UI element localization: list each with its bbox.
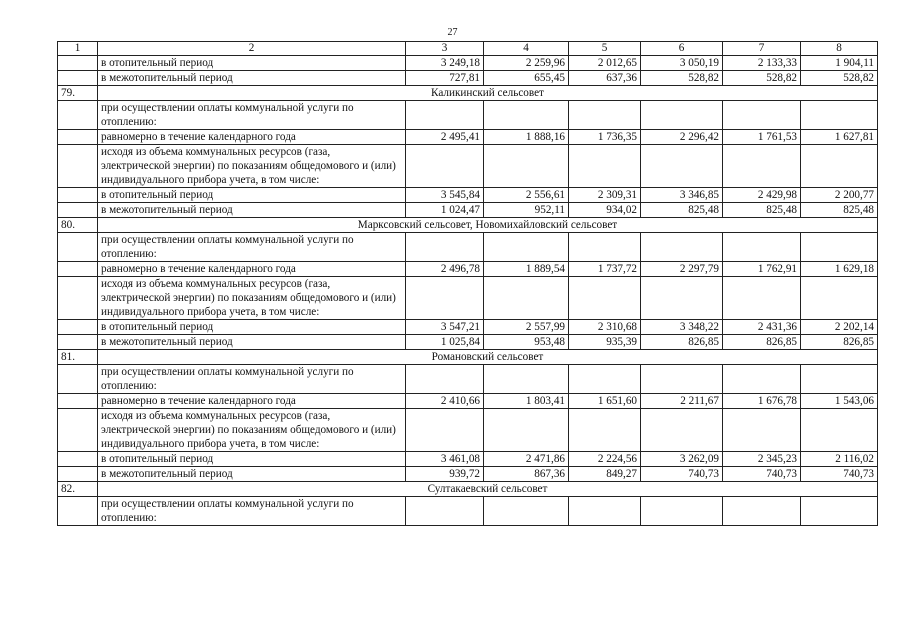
column-header: 7 (723, 42, 801, 56)
value-cell: 3 262,09 (641, 452, 723, 467)
value-cell: 826,85 (723, 335, 801, 350)
value-cell: 727,81 (406, 71, 484, 86)
value-cell: 2 556,61 (484, 188, 569, 203)
value-cell: 934,02 (569, 203, 641, 218)
row-number-cell (58, 497, 98, 526)
row-label: в межотопительный период (98, 335, 406, 350)
row-number-cell (58, 71, 98, 86)
column-header: 8 (801, 42, 878, 56)
value-cell: 2 345,23 (723, 452, 801, 467)
table-row (58, 394, 878, 409)
row-number-cell (58, 145, 98, 188)
value-cell: 1 888,16 (484, 130, 569, 145)
value-cell (569, 145, 641, 188)
value-cell (723, 277, 801, 320)
column-header: 5 (569, 42, 641, 56)
section-title: Каликинский сельсовет (98, 86, 878, 101)
value-cell: 740,73 (801, 467, 878, 482)
section-row (58, 350, 878, 365)
value-cell (484, 233, 569, 262)
value-cell: 655,45 (484, 71, 569, 86)
value-cell (723, 365, 801, 394)
row-number-cell (58, 130, 98, 145)
row-label: при осуществлении оплаты коммунальной услуги по отоплению: (98, 233, 406, 262)
row-label: в межотопительный период (98, 71, 406, 86)
value-cell (484, 101, 569, 130)
value-cell: 935,39 (569, 335, 641, 350)
section-title: Романовский сельсовет (98, 350, 878, 365)
value-cell (569, 365, 641, 394)
value-cell (406, 101, 484, 130)
value-cell (484, 365, 569, 394)
value-cell (801, 145, 878, 188)
value-cell: 2 202,14 (801, 320, 878, 335)
value-cell: 849,27 (569, 467, 641, 482)
value-cell (801, 101, 878, 130)
table-row (58, 203, 878, 218)
value-cell (569, 409, 641, 452)
value-cell: 2 211,67 (641, 394, 723, 409)
section-number: 79. (58, 86, 98, 101)
value-cell: 953,48 (484, 335, 569, 350)
row-label: в отопительный период (98, 452, 406, 467)
value-cell: 2 496,78 (406, 262, 484, 277)
value-cell: 528,82 (801, 71, 878, 86)
value-cell: 2 133,33 (723, 56, 801, 71)
table-row (58, 101, 878, 130)
value-cell (641, 365, 723, 394)
value-cell: 1 889,54 (484, 262, 569, 277)
tariff-table (57, 41, 878, 526)
row-label: в межотопительный период (98, 203, 406, 218)
value-cell: 1 737,72 (569, 262, 641, 277)
value-cell (801, 409, 878, 452)
table-row (58, 277, 878, 320)
value-cell: 1 651,60 (569, 394, 641, 409)
value-cell: 740,73 (641, 467, 723, 482)
value-cell (569, 497, 641, 526)
row-label: в межотопительный период (98, 467, 406, 482)
value-cell: 825,48 (801, 203, 878, 218)
value-cell: 1 543,06 (801, 394, 878, 409)
value-cell (406, 233, 484, 262)
value-cell (406, 409, 484, 452)
row-label: при осуществлении оплаты коммунальной услуги по отоплению: (98, 497, 406, 526)
value-cell: 1 629,18 (801, 262, 878, 277)
row-number-cell (58, 277, 98, 320)
table-row (58, 130, 878, 145)
value-cell (484, 497, 569, 526)
row-number-cell (58, 394, 98, 409)
row-number-cell (58, 262, 98, 277)
value-cell: 1 024,47 (406, 203, 484, 218)
value-cell (484, 145, 569, 188)
value-cell (801, 277, 878, 320)
value-cell: 825,48 (723, 203, 801, 218)
value-cell (801, 365, 878, 394)
section-title: Марксовский сельсовет, Новомихайловский сельсовет (98, 218, 878, 233)
row-number-cell (58, 101, 98, 130)
table-row (58, 409, 878, 452)
value-cell: 1 803,41 (484, 394, 569, 409)
value-cell: 2 200,77 (801, 188, 878, 203)
value-cell (723, 409, 801, 452)
row-number-cell (58, 335, 98, 350)
row-label: при осуществлении оплаты коммунальной услуги по отоплению: (98, 365, 406, 394)
section-title: Султакаевский сельсовет (98, 482, 878, 497)
value-cell: 2 309,31 (569, 188, 641, 203)
table-row (58, 233, 878, 262)
table-row (58, 71, 878, 86)
value-cell (723, 101, 801, 130)
value-cell: 826,85 (801, 335, 878, 350)
table-row (58, 452, 878, 467)
row-label: равномерно в течение календарного года (98, 130, 406, 145)
value-cell: 939,72 (406, 467, 484, 482)
value-cell: 952,11 (484, 203, 569, 218)
value-cell (569, 277, 641, 320)
column-header: 2 (98, 42, 406, 56)
value-cell (406, 277, 484, 320)
value-cell (641, 277, 723, 320)
row-label: равномерно в течение календарного года (98, 394, 406, 409)
value-cell: 2 557,99 (484, 320, 569, 335)
value-cell: 1 761,53 (723, 130, 801, 145)
value-cell (484, 277, 569, 320)
row-label: в отопительный период (98, 320, 406, 335)
value-cell: 3 545,84 (406, 188, 484, 203)
table-row (58, 188, 878, 203)
section-number: 82. (58, 482, 98, 497)
value-cell: 2 297,79 (641, 262, 723, 277)
section-number: 81. (58, 350, 98, 365)
row-label: исходя из объема коммунальных ресурсов (газа, электрической энергии) по показаниям общедомового и (или) индивидуального прибора учета, в том числе: (98, 145, 406, 188)
table-row (58, 497, 878, 526)
value-cell: 1 025,84 (406, 335, 484, 350)
value-cell: 2 259,96 (484, 56, 569, 71)
value-cell: 740,73 (723, 467, 801, 482)
table-row (58, 145, 878, 188)
row-number-cell (58, 188, 98, 203)
value-cell (641, 497, 723, 526)
value-cell: 867,36 (484, 467, 569, 482)
value-cell (641, 233, 723, 262)
section-number: 80. (58, 218, 98, 233)
row-label: в отопительный период (98, 56, 406, 71)
value-cell: 1 762,91 (723, 262, 801, 277)
row-label: исходя из объема коммунальных ресурсов (газа, электрической энергии) по показаниям общедомового и (или) индивидуального прибора учета, в том числе: (98, 277, 406, 320)
table-body (58, 42, 878, 526)
value-cell (484, 409, 569, 452)
value-cell: 3 346,85 (641, 188, 723, 203)
value-cell: 2 431,36 (723, 320, 801, 335)
row-number-cell (58, 56, 98, 71)
column-header: 1 (58, 42, 98, 56)
column-header-row (58, 42, 878, 56)
column-header: 3 (406, 42, 484, 56)
value-cell (406, 145, 484, 188)
row-number-cell (58, 467, 98, 482)
value-cell (641, 145, 723, 188)
value-cell: 3 461,08 (406, 452, 484, 467)
section-row (58, 218, 878, 233)
value-cell: 3 249,18 (406, 56, 484, 71)
value-cell: 1 736,35 (569, 130, 641, 145)
row-label: равномерно в течение календарного года (98, 262, 406, 277)
value-cell (641, 101, 723, 130)
value-cell: 2 116,02 (801, 452, 878, 467)
value-cell: 637,36 (569, 71, 641, 86)
row-label: исходя из объема коммунальных ресурсов (газа, электрической энергии) по показаниям общедомового и (или) индивидуального прибора учета, в том числе: (98, 409, 406, 452)
value-cell (569, 101, 641, 130)
value-cell: 825,48 (641, 203, 723, 218)
section-row (58, 86, 878, 101)
value-cell: 2 471,86 (484, 452, 569, 467)
value-cell (723, 497, 801, 526)
row-number-cell (58, 365, 98, 394)
value-cell: 2 296,42 (641, 130, 723, 145)
value-cell (406, 497, 484, 526)
row-number-cell (58, 320, 98, 335)
value-cell: 528,82 (723, 71, 801, 86)
table-row (58, 365, 878, 394)
value-cell (801, 233, 878, 262)
table-row (58, 320, 878, 335)
value-cell: 3 547,21 (406, 320, 484, 335)
section-row (58, 482, 878, 497)
row-label: в отопительный период (98, 188, 406, 203)
value-cell: 2 495,41 (406, 130, 484, 145)
value-cell: 2 429,98 (723, 188, 801, 203)
column-header: 4 (484, 42, 569, 56)
row-number-cell (58, 452, 98, 467)
value-cell (723, 233, 801, 262)
value-cell: 1 676,78 (723, 394, 801, 409)
value-cell: 2 310,68 (569, 320, 641, 335)
row-number-cell (58, 203, 98, 218)
value-cell (569, 233, 641, 262)
value-cell (723, 145, 801, 188)
table-row (58, 335, 878, 350)
value-cell (406, 365, 484, 394)
value-cell (641, 409, 723, 452)
value-cell: 826,85 (641, 335, 723, 350)
table-row (58, 262, 878, 277)
table-row (58, 56, 878, 71)
value-cell: 528,82 (641, 71, 723, 86)
table-row (58, 467, 878, 482)
value-cell: 1 627,81 (801, 130, 878, 145)
value-cell (801, 497, 878, 526)
value-cell: 3 050,19 (641, 56, 723, 71)
row-number-cell (58, 233, 98, 262)
value-cell: 3 348,22 (641, 320, 723, 335)
row-number-cell (58, 409, 98, 452)
value-cell: 1 904,11 (801, 56, 878, 71)
row-label: при осуществлении оплаты коммунальной услуги по отоплению: (98, 101, 406, 130)
page-number: 27 (447, 27, 458, 38)
value-cell: 2 224,56 (569, 452, 641, 467)
value-cell: 2 012,65 (569, 56, 641, 71)
column-header: 6 (641, 42, 723, 56)
value-cell: 2 410,66 (406, 394, 484, 409)
